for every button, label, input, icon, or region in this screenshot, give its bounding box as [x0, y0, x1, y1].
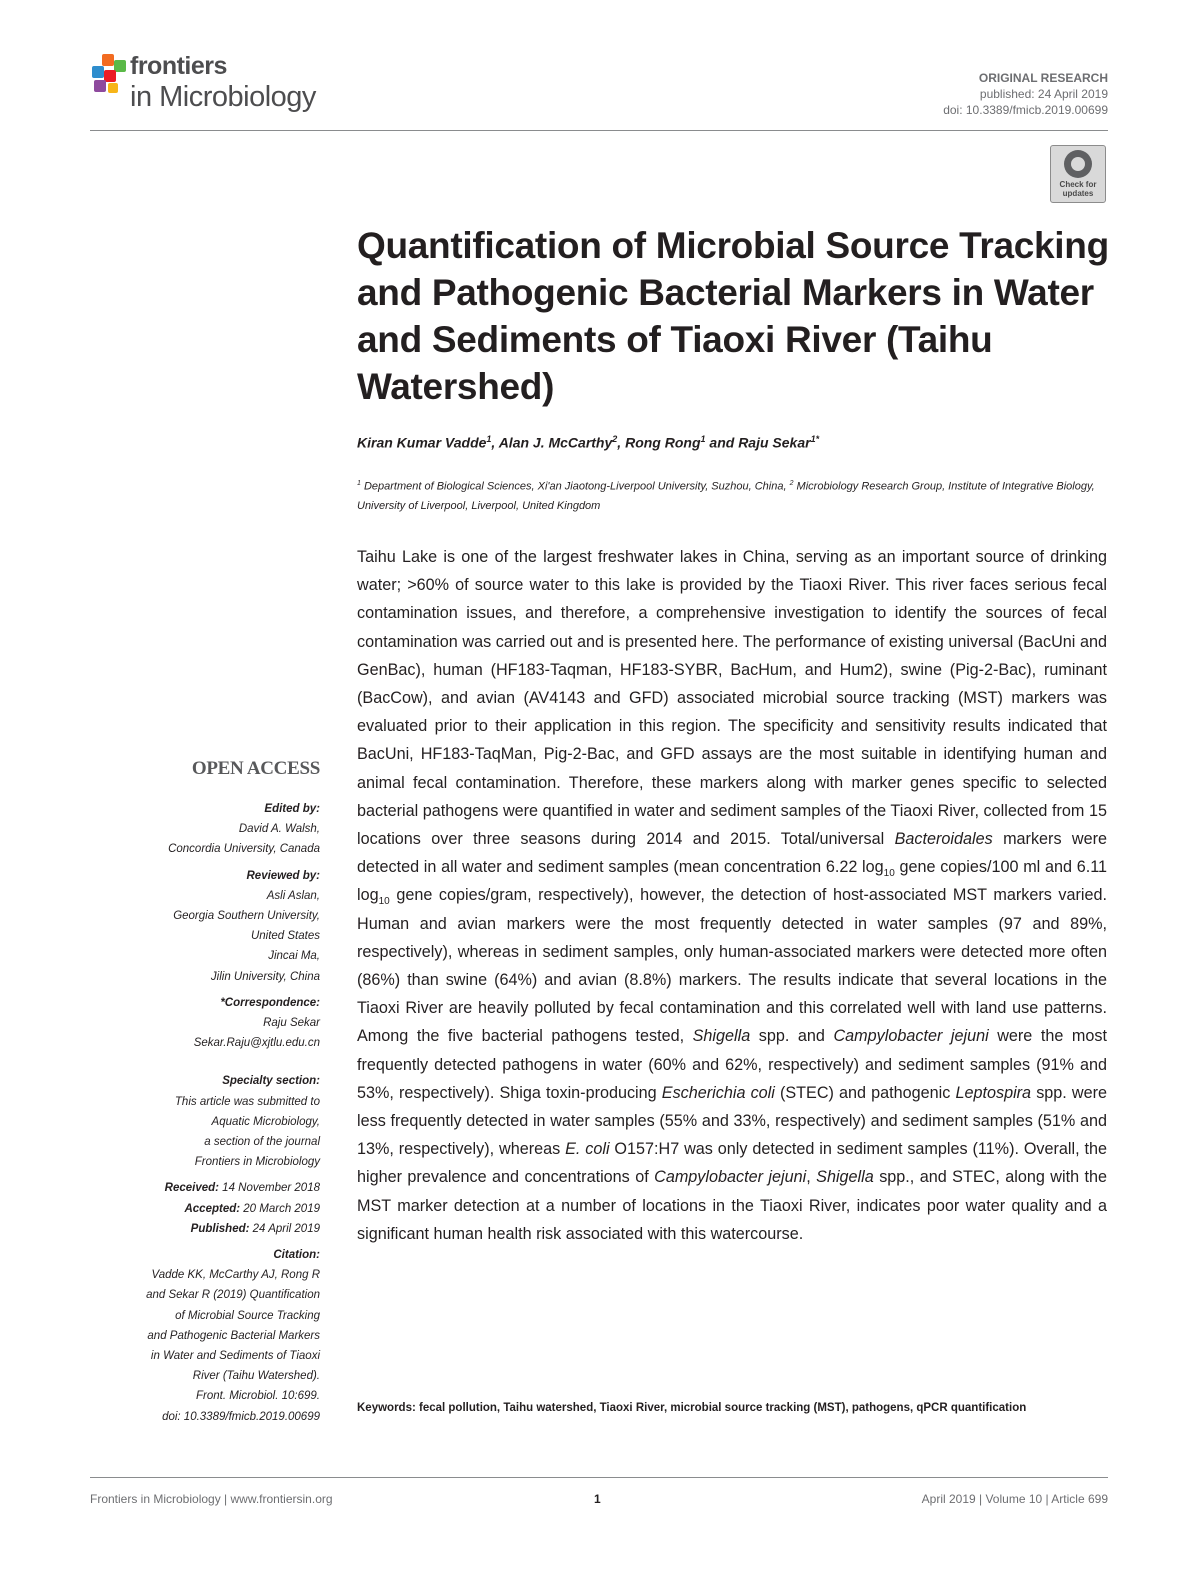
- frontiers-logo-icon: [90, 50, 130, 98]
- accepted-label: Accepted:: [184, 1202, 241, 1215]
- editor-line: Concordia University, Canada: [168, 843, 320, 856]
- journal-logo[interactable]: [90, 50, 330, 122]
- correspondence-email[interactable]: Sekar.Raju@xjtlu.edu.cn: [193, 1037, 320, 1050]
- abstract-text: spp., and STEC, along with the MST marker detection at a number of locations in the Tiaoxi River, indicates poor water quality and a significant human health risk associated with this watercourse.: [357, 1168, 1107, 1243]
- reviewer-line: Georgia Southern University,: [173, 910, 320, 923]
- affil-text: Microbiology Research Group, Institute of Integrative Biology, University of Liverpool, Liverpool, United Kingdom: [357, 480, 1095, 512]
- specialty-line: This article was submitted to: [174, 1095, 320, 1108]
- citation-line: in Water and Sediments of Tiaoxi: [150, 1350, 320, 1363]
- logo-brand: frontiers: [130, 52, 227, 80]
- abstract-italic: Campylobacter jejuni: [654, 1168, 807, 1187]
- author-separator: ,: [617, 434, 626, 451]
- article-title: Quantification of Microbial Source Tracking and Pathogenic Bacterial Markers in Water and Sediments of Tiaoxi River (Taihu Watershed): [357, 225, 1109, 407]
- author-name[interactable]: Alan J. McCarthy: [498, 434, 613, 451]
- accepted-value: 20 March 2019: [240, 1202, 320, 1215]
- correspondence-label: *Correspondence:: [220, 996, 320, 1009]
- received-date: [80, 1178, 320, 1198]
- author-name[interactable]: Kiran Kumar Vadde: [357, 434, 487, 451]
- open-access-heading: OPEN ACCESS: [191, 758, 320, 779]
- abstract-text: markers were detected in all water and sediment samples (mean concentration 6.22 log: [357, 830, 1107, 877]
- editor-line: David A. Walsh,: [238, 823, 320, 836]
- published-label: Published:: [190, 1222, 250, 1235]
- abstract-italic: Campylobacter jejuni: [833, 1027, 989, 1046]
- crossmark-badge[interactable]: [1050, 145, 1106, 203]
- edited-by-label: Edited by:: [264, 803, 320, 815]
- author-affil-sup: 1: [486, 434, 492, 444]
- keywords-label: Keywords:: [357, 1402, 416, 1414]
- abstract-text: Taihu Lake is one of the largest freshwater lakes in China, serving as an important source of drinking water; >60% of source water to this lake is provided by the Tiaoxi River. This river faces serious fecal contamination issues, and therefore, a comprehensive investigation to identify the sources of fecal contamination was carried out and is presented here. The performance of existing universal (BacUni and GenBac), human (HF183-Taqman, HF183-SYBR, BacHum, and Hum2), swine (Pig-2-Bac), ruminant (BacCow), and avian (AV4143 and GFD) associated microbial source tracking (MST) markers was evaluated prior to their application in this region. The specificity and sensitivity results indicated that BacUni, HF183-TaqMan, Pig-2-Bac, and GFD assays are the most suitable in identifying human and animal fecal contamination. Therefore, these markers along with marker genes specific to selected bacterial pathogens were quantified in water and sediment samples of the Tiaoxi River, collected from 15 locations over three seasons during 2014 and 2015. Total/universal: [357, 548, 1107, 849]
- author-list: [357, 434, 1117, 451]
- doi[interactable]: doi: 10.3389/fmicb.2019.00699: [943, 103, 1108, 117]
- citation-line: and Sekar R (2019) Quantification: [146, 1289, 320, 1302]
- footer-issue-info: April 2019 | Volume 10 | Article 699: [921, 1492, 1108, 1506]
- specialty-line: Frontiers in Microbiology: [194, 1156, 320, 1169]
- article-sidebar: [80, 757, 320, 1433]
- specialty-label: Specialty section:: [222, 1075, 320, 1088]
- abstract-text: were the most frequently detected pathogens in water (60% and 62%, respectively) and sediment samples (91% and 53%, respectively). Shiga toxin-producing: [357, 1027, 1107, 1102]
- reviewed-by-label: Reviewed by:: [246, 869, 320, 882]
- abstract-italic: Shigella: [816, 1168, 874, 1187]
- footer-divider: [90, 1477, 1108, 1478]
- citation-label: Citation:: [273, 1249, 320, 1262]
- abstract-text: ,: [806, 1168, 817, 1187]
- affil-text: Department of Biological Sciences, Xi'an Jiaotong-Liverpool University, Suzhou, China,: [360, 480, 790, 493]
- citation-line: Front. Microbiol. 10:699.: [195, 1390, 320, 1403]
- citation-section: [80, 1245, 320, 1427]
- dates-section: [80, 1178, 320, 1239]
- abstract-text: gene copies/100 ml and 6.11 log: [357, 858, 1107, 905]
- author-affil-sup: 1*: [810, 434, 820, 444]
- reviewer-line: Jilin University, China: [210, 970, 320, 983]
- correspondence-name: Raju Sekar: [263, 1017, 320, 1030]
- author-affil-sup: 1: [700, 434, 706, 444]
- reviewed-by-section: [80, 866, 320, 987]
- abstract-subscript: 10: [883, 868, 895, 880]
- reviewer-line: United States: [250, 930, 320, 943]
- header-divider: [90, 130, 1108, 131]
- received-value: 14 November 2018: [218, 1182, 320, 1195]
- published-date: published: 24 April 2019: [979, 87, 1108, 101]
- abstract-text: gene copies/gram, respectively), however, the detection of host-associated MST markers varied. Human and avian markers were the most frequently detected in water samples (97 and 89%, respectively), whereas in sediment samples, only human-associated markers were detected more often (86%) than swine (64%) and avian (8.8%) markers. The results indicate that several locations in the Tiaoxi River are heavily polluted by fecal contamination and this correlated well with land use patterns. Among the five bacterial pathogens tested,: [357, 886, 1107, 1046]
- abstract-text: spp. were less frequently detected in water samples (55% and 33%, respectively) and sediment samples (51% and 13%, respectively), whereas: [357, 1083, 1107, 1159]
- crossmark-label: Check for updates: [1059, 180, 1097, 198]
- specialty-line: Aquatic Microbiology,: [211, 1115, 320, 1128]
- reviewer-line: Jincai Ma,: [268, 950, 320, 963]
- keywords: [357, 1399, 1107, 1417]
- correspondence-section: [80, 993, 320, 1054]
- affiliations: [357, 474, 1117, 516]
- specialty-section: [80, 1071, 320, 1172]
- abstract: [357, 543, 1107, 1248]
- footer-journal-link[interactable]: Frontiers in Microbiology | www.frontiersin.org: [90, 1492, 333, 1506]
- abstract-text: spp. and: [750, 1027, 834, 1046]
- author-name[interactable]: Raju Sekar: [738, 434, 811, 451]
- abstract-italic: Leptospira: [955, 1083, 1032, 1102]
- citation-line: of Microbial Source Tracking: [175, 1309, 320, 1322]
- published-value: 24 April 2019: [249, 1222, 320, 1235]
- abstract-italic: Escherichia coli: [661, 1083, 775, 1102]
- article-type: ORIGINAL RESEARCH: [978, 71, 1108, 85]
- published-date-sidebar: [80, 1219, 320, 1239]
- edited-by-section: [80, 799, 320, 860]
- logo-journal: in Microbiology: [130, 81, 316, 113]
- abstract-text: O157:H7 was only detected in sediment samples (11%). Overall, the higher prevalence and concentrations of: [357, 1140, 1107, 1187]
- crossmark-icon: [1064, 150, 1092, 178]
- affil-sup: 2: [789, 480, 794, 487]
- author-separator: and: [705, 434, 739, 451]
- citation-line: and Pathogenic Bacterial Markers: [147, 1329, 320, 1342]
- reviewer-line: Asli Aslan,: [266, 889, 320, 902]
- specialty-line: a section of the journal: [204, 1136, 320, 1149]
- accepted-date: [80, 1199, 320, 1219]
- abstract-text: (STEC) and pathogenic: [774, 1083, 956, 1102]
- header-meta: [943, 70, 1108, 118]
- citation-doi[interactable]: doi: 10.3389/fmicb.2019.00699: [162, 1410, 320, 1423]
- received-label: Received:: [164, 1182, 219, 1195]
- citation-line: River (Taihu Watershed).: [192, 1370, 320, 1383]
- author-separator: ,: [491, 434, 499, 451]
- affil-sup: 1: [357, 480, 361, 487]
- keywords-text: fecal pollution, Taihu watershed, Tiaoxi River, microbial source tracking (MST), pathogens, qPCR quantification: [415, 1402, 1027, 1414]
- citation-line: Vadde KK, McCarthy AJ, Rong R: [151, 1269, 320, 1282]
- page-number: 1: [594, 1492, 601, 1506]
- abstract-italic: Bacteroidales: [894, 830, 993, 849]
- abstract-subscript: 10: [378, 896, 390, 908]
- abstract-italic: Shigella: [692, 1027, 751, 1046]
- abstract-italic: E. coli: [565, 1140, 610, 1159]
- author-affil-sup: 2: [612, 434, 618, 444]
- author-name[interactable]: Rong Rong: [625, 434, 701, 451]
